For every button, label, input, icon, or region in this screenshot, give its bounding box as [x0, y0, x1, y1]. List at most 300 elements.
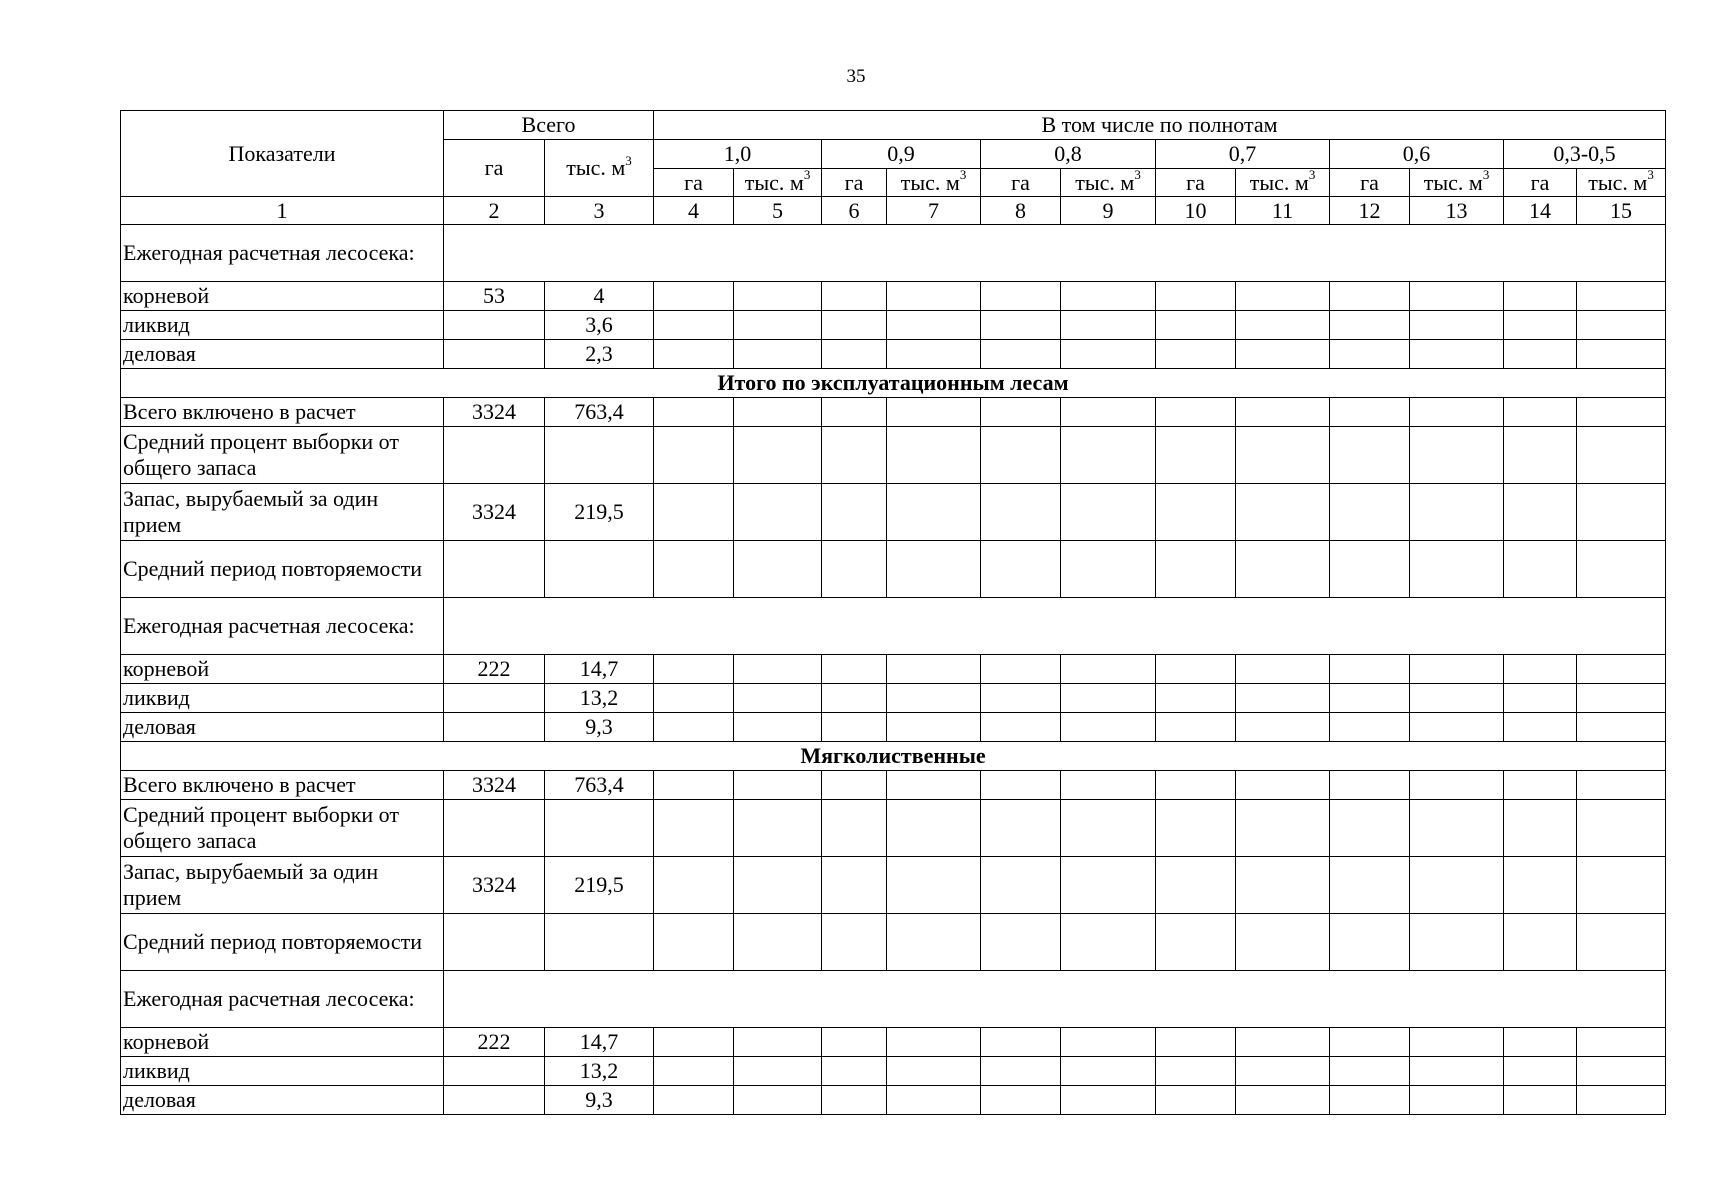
empty-cell: [822, 914, 887, 971]
empty-cell: [1504, 541, 1577, 598]
header-total-vol: тыс. $м^3$: [545, 140, 654, 197]
empty-cell: [1577, 771, 1666, 800]
empty-cell: [887, 398, 981, 427]
empty-cell: [981, 914, 1061, 971]
empty-cell: [822, 541, 887, 598]
row-label: Ежегодная расчетная лесосека:: [121, 225, 444, 282]
empty-cell: [981, 541, 1061, 598]
empty-cell: [734, 914, 822, 971]
row-label: деловая: [121, 1086, 444, 1115]
empty-cell: [1504, 282, 1577, 311]
cell-vol: 3,6: [545, 311, 654, 340]
forest-table: [120, 110, 1666, 1115]
empty-cell: [734, 713, 822, 742]
empty-cell: [981, 684, 1061, 713]
cell-ha: 3324: [444, 398, 545, 427]
empty-cell: [654, 857, 734, 914]
column-number: 3: [545, 197, 654, 225]
cell-vol: 763,4: [545, 398, 654, 427]
empty-cell: [734, 655, 822, 684]
table-row: [121, 857, 1666, 914]
header-ha: га: [981, 169, 1061, 197]
empty-cell: [887, 1028, 981, 1057]
empty-cell: [887, 541, 981, 598]
empty-cell: [1410, 1057, 1504, 1086]
empty-cell: [1330, 1057, 1410, 1086]
empty-cell: [1330, 427, 1410, 484]
column-number: 11: [1236, 197, 1330, 225]
empty-cell: [1061, 857, 1156, 914]
empty-cell: [654, 1028, 734, 1057]
empty-cell: [1061, 1086, 1156, 1115]
row-label: Средний период повторяемости: [121, 914, 444, 971]
empty-cell: [1330, 713, 1410, 742]
empty-cell: [654, 1057, 734, 1086]
empty-cell: [1156, 398, 1236, 427]
section-title: Итого по эксплуатационным лесам: [121, 369, 1666, 398]
cell-vol: 219,5: [545, 857, 654, 914]
empty-span: [444, 971, 1666, 1028]
header-ha: га: [654, 169, 734, 197]
empty-cell: [1504, 1086, 1577, 1115]
empty-cell: [887, 1057, 981, 1086]
empty-cell: [1061, 684, 1156, 713]
column-numbers-row: [121, 197, 1666, 225]
empty-cell: [822, 684, 887, 713]
empty-cell: [1061, 484, 1156, 541]
empty-cell: [1156, 684, 1236, 713]
cell-vol: [545, 800, 654, 857]
empty-cell: [734, 282, 822, 311]
cell-vol: [545, 914, 654, 971]
empty-cell: [1504, 684, 1577, 713]
empty-cell: [1410, 1086, 1504, 1115]
row-label: корневой: [121, 1028, 444, 1057]
column-number: 10: [1156, 197, 1236, 225]
empty-cell: [981, 655, 1061, 684]
empty-cell: [654, 684, 734, 713]
empty-cell: [1410, 914, 1504, 971]
empty-cell: [1577, 914, 1666, 971]
header-ha: га: [822, 169, 887, 197]
empty-cell: [734, 684, 822, 713]
empty-cell: [1577, 398, 1666, 427]
table-row: [121, 684, 1666, 713]
empty-cell: [981, 857, 1061, 914]
empty-cell: [1577, 427, 1666, 484]
empty-cell: [734, 1057, 822, 1086]
empty-cell: [654, 398, 734, 427]
empty-cell: [1156, 427, 1236, 484]
empty-cell: [1330, 340, 1410, 369]
cell-ha: 3324: [444, 857, 545, 914]
empty-cell: [1504, 1028, 1577, 1057]
empty-cell: [887, 655, 981, 684]
empty-cell: [654, 282, 734, 311]
empty-cell: [887, 771, 981, 800]
empty-cell: [1577, 684, 1666, 713]
header-indicators: Показатели: [121, 111, 444, 197]
empty-cell: [1504, 427, 1577, 484]
empty-cell: [1410, 427, 1504, 484]
table-row: [121, 398, 1666, 427]
cell-ha: [444, 311, 545, 340]
empty-cell: [1410, 713, 1504, 742]
empty-cell: [654, 771, 734, 800]
empty-cell: [1504, 1057, 1577, 1086]
empty-cell: [1577, 713, 1666, 742]
header-vol: тыс. $м^3$: [1236, 169, 1330, 197]
empty-cell: [1156, 340, 1236, 369]
empty-cell: [1577, 857, 1666, 914]
header-density: 0,7: [1156, 140, 1330, 169]
empty-cell: [734, 771, 822, 800]
empty-cell: [822, 398, 887, 427]
row-label: Всего включено в расчет: [121, 771, 444, 800]
empty-cell: [1504, 800, 1577, 857]
empty-cell: [1061, 713, 1156, 742]
empty-cell: [654, 427, 734, 484]
cell-ha: [444, 684, 545, 713]
empty-cell: [822, 713, 887, 742]
empty-cell: [734, 541, 822, 598]
cell-ha: 3324: [444, 771, 545, 800]
empty-cell: [1330, 857, 1410, 914]
empty-cell: [1156, 1086, 1236, 1115]
cell-vol: 14,7: [545, 655, 654, 684]
empty-cell: [1156, 771, 1236, 800]
empty-cell: [1156, 857, 1236, 914]
empty-cell: [1410, 655, 1504, 684]
row-label: деловая: [121, 713, 444, 742]
empty-cell: [1236, 800, 1330, 857]
empty-cell: [654, 484, 734, 541]
empty-cell: [1504, 857, 1577, 914]
empty-cell: [822, 282, 887, 311]
row-label: Средний период повторяемости: [121, 541, 444, 598]
empty-cell: [1330, 684, 1410, 713]
empty-cell: [981, 800, 1061, 857]
empty-cell: [734, 340, 822, 369]
header-vol: тыс. $м^3$: [1577, 169, 1666, 197]
empty-cell: [822, 340, 887, 369]
empty-cell: [1236, 857, 1330, 914]
cell-ha: 222: [444, 1028, 545, 1057]
empty-cell: [1156, 1028, 1236, 1057]
empty-cell: [734, 857, 822, 914]
column-number: 4: [654, 197, 734, 225]
empty-cell: [1577, 1086, 1666, 1115]
column-number: 15: [1577, 197, 1666, 225]
empty-cell: [1577, 541, 1666, 598]
table-row: [121, 598, 1666, 655]
empty-cell: [822, 857, 887, 914]
empty-cell: [1410, 857, 1504, 914]
empty-cell: [822, 1028, 887, 1057]
empty-cell: [822, 484, 887, 541]
empty-cell: [1061, 541, 1156, 598]
empty-cell: [1236, 1028, 1330, 1057]
empty-cell: [1330, 655, 1410, 684]
empty-cell: [1236, 684, 1330, 713]
empty-cell: [981, 713, 1061, 742]
header-ha: га: [1156, 169, 1236, 197]
row-label: Всего включено в расчет: [121, 398, 444, 427]
header-total: Всего: [444, 111, 654, 140]
empty-cell: [1504, 311, 1577, 340]
empty-cell: [1236, 311, 1330, 340]
empty-cell: [1236, 655, 1330, 684]
empty-cell: [981, 771, 1061, 800]
empty-cell: [1061, 1028, 1156, 1057]
cell-vol: 9,3: [545, 713, 654, 742]
header-density: 0,8: [981, 140, 1156, 169]
empty-cell: [1156, 713, 1236, 742]
header-row-1: [121, 111, 1666, 140]
row-label: деловая: [121, 340, 444, 369]
cell-ha: [444, 1057, 545, 1086]
cell-ha: [444, 1086, 545, 1115]
empty-cell: [1504, 713, 1577, 742]
empty-cell: [1410, 771, 1504, 800]
empty-cell: [1236, 484, 1330, 541]
header-vol: тыс. $м^3$: [1410, 169, 1504, 197]
empty-cell: [1577, 1028, 1666, 1057]
empty-cell: [1330, 541, 1410, 598]
empty-cell: [1061, 311, 1156, 340]
cell-ha: [444, 914, 545, 971]
empty-cell: [734, 800, 822, 857]
empty-cell: [1236, 282, 1330, 311]
cell-vol: 14,7: [545, 1028, 654, 1057]
empty-cell: [734, 398, 822, 427]
empty-cell: [1236, 340, 1330, 369]
empty-cell: [981, 282, 1061, 311]
empty-cell: [1577, 800, 1666, 857]
empty-cell: [887, 282, 981, 311]
empty-cell: [1236, 1086, 1330, 1115]
empty-cell: [1061, 340, 1156, 369]
empty-cell: [654, 914, 734, 971]
empty-cell: [981, 398, 1061, 427]
cell-ha: [444, 541, 545, 598]
empty-cell: [1504, 340, 1577, 369]
empty-cell: [981, 1028, 1061, 1057]
empty-cell: [1061, 771, 1156, 800]
empty-cell: [822, 1057, 887, 1086]
empty-cell: [654, 311, 734, 340]
empty-cell: [1061, 800, 1156, 857]
section-title: Мягколиственные: [121, 742, 1666, 771]
empty-cell: [981, 484, 1061, 541]
empty-cell: [981, 1057, 1061, 1086]
empty-cell: [1330, 1028, 1410, 1057]
empty-cell: [1504, 771, 1577, 800]
empty-cell: [1156, 655, 1236, 684]
table-row: [121, 713, 1666, 742]
cell-vol: 13,2: [545, 684, 654, 713]
table-row: [121, 1086, 1666, 1115]
empty-cell: [1330, 1086, 1410, 1115]
empty-cell: [1156, 484, 1236, 541]
empty-cell: [887, 427, 981, 484]
empty-cell: [1410, 340, 1504, 369]
column-number: 8: [981, 197, 1061, 225]
empty-cell: [822, 800, 887, 857]
row-label: Средний процент выборки от общего запаса: [121, 800, 444, 857]
table-row: [121, 225, 1666, 282]
column-number: 6: [822, 197, 887, 225]
empty-cell: [1410, 398, 1504, 427]
empty-cell: [1577, 655, 1666, 684]
row-label: ликвид: [121, 311, 444, 340]
empty-cell: [734, 311, 822, 340]
empty-cell: [1410, 282, 1504, 311]
empty-cell: [887, 484, 981, 541]
empty-cell: [654, 713, 734, 742]
empty-cell: [887, 857, 981, 914]
empty-cell: [1236, 1057, 1330, 1086]
empty-cell: [1410, 1028, 1504, 1057]
empty-cell: [1236, 398, 1330, 427]
cell-vol: [545, 541, 654, 598]
header-vol: тыс. $м^3$: [1061, 169, 1156, 197]
empty-cell: [1156, 541, 1236, 598]
empty-span: [444, 225, 1666, 282]
section-header-row: [121, 742, 1666, 771]
empty-cell: [1061, 655, 1156, 684]
empty-cell: [654, 1086, 734, 1115]
cell-ha: 3324: [444, 484, 545, 541]
row-label: ликвид: [121, 684, 444, 713]
empty-cell: [1410, 800, 1504, 857]
column-number: 13: [1410, 197, 1504, 225]
cell-ha: [444, 427, 545, 484]
empty-cell: [1330, 398, 1410, 427]
column-number: 5: [734, 197, 822, 225]
empty-cell: [887, 713, 981, 742]
empty-cell: [1061, 914, 1156, 971]
empty-cell: [981, 311, 1061, 340]
row-label: Запас, вырубаемый за один прием: [121, 857, 444, 914]
row-label: корневой: [121, 282, 444, 311]
empty-cell: [1410, 311, 1504, 340]
empty-cell: [1330, 484, 1410, 541]
header-ha: га: [1330, 169, 1410, 197]
empty-cell: [654, 800, 734, 857]
empty-cell: [822, 655, 887, 684]
empty-cell: [1156, 282, 1236, 311]
empty-cell: [887, 800, 981, 857]
table-row: [121, 427, 1666, 484]
row-label: ликвид: [121, 1057, 444, 1086]
empty-cell: [1236, 914, 1330, 971]
empty-cell: [734, 484, 822, 541]
empty-cell: [1577, 282, 1666, 311]
empty-cell: [1061, 1057, 1156, 1086]
table-row: [121, 655, 1666, 684]
empty-cell: [822, 771, 887, 800]
table-row: [121, 1057, 1666, 1086]
empty-cell: [1410, 541, 1504, 598]
empty-cell: [1577, 340, 1666, 369]
row-label: корневой: [121, 655, 444, 684]
empty-cell: [1504, 484, 1577, 541]
column-number: 9: [1061, 197, 1156, 225]
empty-cell: [1330, 282, 1410, 311]
table-row: [121, 340, 1666, 369]
empty-cell: [654, 340, 734, 369]
section-header-row: [121, 369, 1666, 398]
empty-cell: [654, 541, 734, 598]
empty-cell: [1577, 311, 1666, 340]
table-row: [121, 800, 1666, 857]
empty-cell: [1577, 484, 1666, 541]
empty-cell: [1330, 800, 1410, 857]
empty-cell: [981, 340, 1061, 369]
cell-vol: 4: [545, 282, 654, 311]
empty-cell: [822, 311, 887, 340]
empty-cell: [1061, 398, 1156, 427]
empty-cell: [734, 427, 822, 484]
empty-cell: [1236, 713, 1330, 742]
empty-cell: [1330, 914, 1410, 971]
empty-cell: [1504, 655, 1577, 684]
empty-cell: [887, 1086, 981, 1115]
column-number: 2: [444, 197, 545, 225]
header-by-density: В том числе по полнотам: [654, 111, 1666, 140]
header-density: 0,9: [822, 140, 981, 169]
table-row: [121, 484, 1666, 541]
empty-cell: [1156, 1057, 1236, 1086]
cell-vol: 219,5: [545, 484, 654, 541]
header-density: 1,0: [654, 140, 822, 169]
empty-cell: [1236, 771, 1330, 800]
table-row: [121, 971, 1666, 1028]
empty-cell: [1330, 771, 1410, 800]
table-row: [121, 311, 1666, 340]
empty-cell: [887, 684, 981, 713]
table-row: [121, 541, 1666, 598]
header-ha: га: [1504, 169, 1577, 197]
cell-ha: [444, 713, 545, 742]
empty-cell: [734, 1086, 822, 1115]
page-number: 35: [846, 66, 866, 87]
empty-cell: [1236, 427, 1330, 484]
empty-cell: [822, 1086, 887, 1115]
empty-cell: [1577, 1057, 1666, 1086]
cell-vol: 13,2: [545, 1057, 654, 1086]
empty-cell: [1330, 311, 1410, 340]
header-density: 0,6: [1330, 140, 1504, 169]
empty-cell: [1236, 541, 1330, 598]
empty-cell: [1504, 398, 1577, 427]
cell-vol: [545, 427, 654, 484]
cell-ha: [444, 340, 545, 369]
empty-cell: [1410, 484, 1504, 541]
row-label: Ежегодная расчетная лесосека:: [121, 971, 444, 1028]
cell-vol: 9,3: [545, 1086, 654, 1115]
row-label: Запас, вырубаемый за один прием: [121, 484, 444, 541]
header-total-ha: га: [444, 140, 545, 197]
empty-cell: [822, 427, 887, 484]
empty-cell: [981, 427, 1061, 484]
column-number: 1: [121, 197, 444, 225]
empty-cell: [887, 340, 981, 369]
empty-cell: [734, 1028, 822, 1057]
row-label: Ежегодная расчетная лесосека:: [121, 598, 444, 655]
empty-cell: [1156, 914, 1236, 971]
